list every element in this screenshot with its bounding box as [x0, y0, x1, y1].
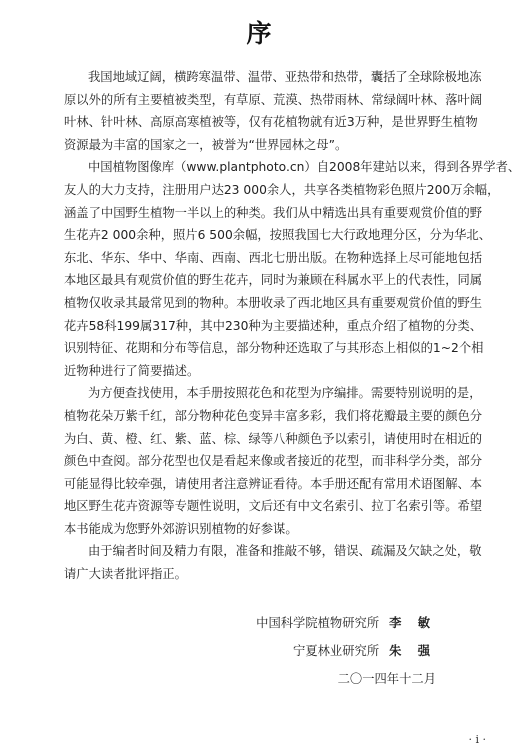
paragraph-2-line-3: 涵盖了中国野生植物一半以上的种类。我们从中精选出具有重要观赏价值的野: [64, 205, 483, 220]
paragraph-4-line-2: 请广大读者批评指正。: [64, 567, 187, 582]
paragraph-2-line-9: 识别特征、花期和分布等信息，部分物种还选取了与其形态上相似的1~2个相: [64, 341, 484, 356]
signature-1-org: 中国科学院植物研究所: [256, 616, 380, 630]
paragraph-2-line-5: 东北、华东、华中、华南、西南、西北七册出版。在物种选择上尽可能地包括: [64, 250, 483, 265]
signature-2-org: 宁夏林业研究所: [293, 644, 380, 658]
signature-1-name: 李 敏: [389, 616, 436, 630]
paragraph-3-line-1: 为方便查找使用，本手册按照花色和花型为序编排。需要特别说明的是，: [88, 386, 482, 401]
paragraph-3-line-4: 颜色中查阅。部分花型也仅是看起来像或者接近的花型，而非科学分类，部分: [64, 454, 483, 469]
paragraph-3-line-6: 地区野生花卉资源等专题性说明，文后还有中文名索引、拉丁名索引等。希望: [64, 499, 483, 514]
paragraph-1-line-2: 原以外的所有主要植被类型，有草原、荒漠、热带雨林、常绿阔叶林、落叶阔: [64, 92, 483, 107]
paragraph-2-line-8: 花卉58科199属317种，其中230种为主要描述种，重点介绍了植物的分类、: [64, 318, 483, 333]
paragraph-2-line-1: 中国植物图像库（www.plantphoto.cn）自2008年建站以来，得到各界学者、: [88, 160, 520, 175]
paragraph-4-line-1: 由于编者时间及精力有限，准备和推敲不够，错误、疏漏及欠缺之处，敬: [88, 544, 482, 559]
signature-1: [256, 612, 436, 634]
signature-2: [293, 640, 436, 662]
paragraph-2-line-2: 友人的大力支持，注册用户达23 000余人，共享各类植物彩色照片200万余幅，: [64, 182, 500, 197]
paragraph-1-line-4: 资源最为丰富的国家之一，被誉为“世界园林之母”。: [64, 137, 348, 152]
page-number: · i ·: [468, 733, 486, 746]
paragraph-2-line-4: 生花卉2 000余种，照片6 500余幅，按照我国七大行政地理分区，分为华北、: [64, 228, 492, 243]
preface-body: [64, 66, 520, 586]
paragraph-3-line-7: 本书能成为您野外郊游识别植物的好参谋。: [64, 521, 298, 536]
signature-2-name: 朱 强: [389, 644, 436, 658]
paragraph-2-line-6: 本地区最具有观赏价值的野生花卉，同时为兼顾在科属水平上的代表性，同属: [64, 273, 483, 288]
paragraph-1-line-1: 我国地域辽阔，横跨寒温带、温带、亚热带和热带，囊括了全球除极地冻: [88, 70, 482, 84]
paragraph-1-line-3: 叶林、针叶林、高原高寒植被等，仅有花植物就有近3万种，是世界野生植物: [64, 115, 478, 130]
paragraph-2-line-7: 植物仅收录其最常见到的物种。本册收录了西北地区具有重要观赏价值的野生: [64, 295, 483, 310]
preface-title: 序: [246, 19, 274, 48]
paragraph-3-line-5: 可能显得比较牵强，请使用者注意辨证看待。本手册还配有常用术语图解、本: [64, 476, 483, 491]
paragraph-3-line-3: 为白、黄、橙、红、紫、蓝、棕、绿等八种颜色予以索引，请使用时在相近的: [64, 431, 483, 446]
paragraph-2-line-10: 近物种进行了简要描述。: [64, 363, 200, 378]
paragraph-3-line-2: 植物花朵万紫千红，部分物种花色变异丰富多彩，我们将花瓣最主要的颜色分: [64, 408, 483, 423]
preface-date: 二〇一四年十二月: [337, 672, 436, 686]
